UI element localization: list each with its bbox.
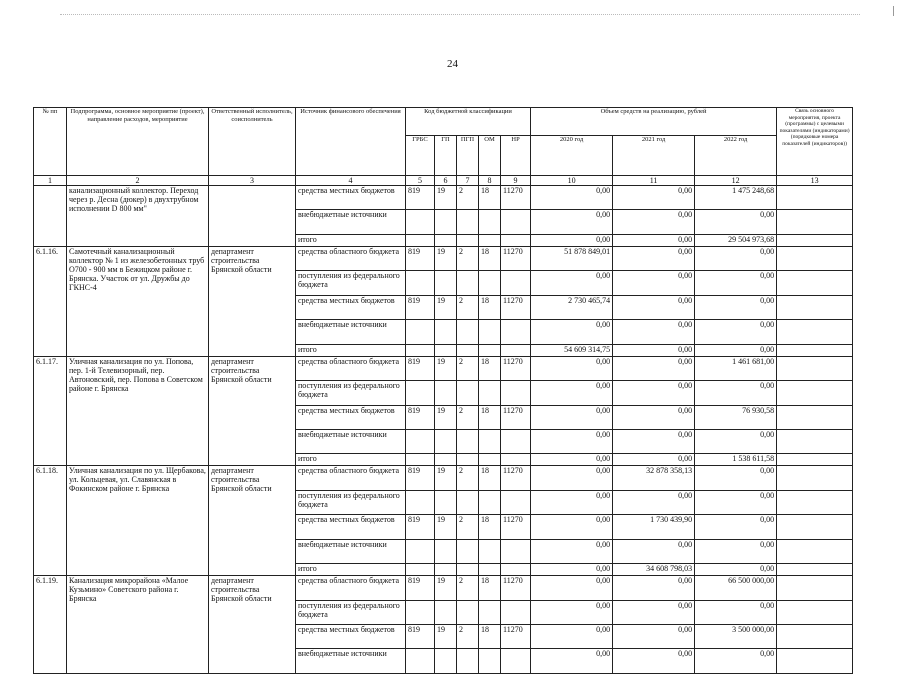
amount-y2021: 0,00 [613, 576, 695, 600]
code-nr [501, 649, 531, 673]
funding-source: средства областного бюджета [296, 246, 406, 270]
amount-y2022: 0,00 [695, 539, 777, 563]
indicator-link [777, 186, 853, 210]
funding-source: средства местных бюджетов [296, 625, 406, 649]
code-om [479, 429, 501, 453]
amount-y2022: 1 475 248,68 [695, 186, 777, 210]
table-row [34, 576, 853, 600]
code-om [479, 344, 501, 356]
amount-y2021: 0,00 [613, 429, 695, 453]
item-responsible: департамент строительства Брянской области [209, 356, 296, 466]
funding-source: средства местных бюджетов [296, 186, 406, 210]
amount-y2021: 0,00 [613, 344, 695, 356]
code-nr [501, 539, 531, 563]
code-grbs [406, 564, 435, 576]
amount-y2021: 0,00 [613, 649, 695, 673]
code-gp [435, 344, 457, 356]
item-title: Уличная канализация по ул. Попова, пер. 1-й Телевизорный, пер. Автоновский, пер. Попова в Советском районе г. Брянска [67, 356, 209, 466]
code-nr: 11270 [501, 186, 531, 210]
amount-y2021: 0,00 [613, 539, 695, 563]
header-year-col: 2022 год [695, 136, 777, 176]
amount-y2021: 0,00 [613, 356, 695, 380]
code-pgp: 2 [457, 515, 479, 539]
indicator-link [777, 356, 853, 380]
code-om [479, 490, 501, 514]
item-number: 6.1.18. [34, 466, 67, 576]
code-grbs: 819 [406, 466, 435, 490]
code-grbs [406, 429, 435, 453]
column-number: 3 [209, 176, 296, 186]
code-gp: 19 [435, 515, 457, 539]
amount-y2022: 0,00 [695, 246, 777, 270]
code-om [479, 210, 501, 234]
code-pgp: 2 [457, 625, 479, 649]
item-title: канализационный коллектор. Переход через р. Десна (дюкер) в двухтрубном исполнении D 800 мм" [67, 186, 209, 247]
code-nr: 11270 [501, 356, 531, 380]
code-gp: 19 [435, 246, 457, 270]
header-link: Связь основного мероприятия, проекта (программы) с целевыми показателями (индикаторами) (порядковые номера показателей (индикаторов)) [777, 108, 853, 176]
code-nr [501, 429, 531, 453]
item-number [34, 186, 67, 247]
amount-y2020: 2 730 465,74 [531, 295, 613, 319]
code-gp: 19 [435, 405, 457, 429]
budget-table-body [34, 108, 853, 674]
code-pgp: 2 [457, 295, 479, 319]
code-grbs [406, 649, 435, 673]
code-om [479, 649, 501, 673]
code-nr [501, 320, 531, 344]
page-number: 24 [447, 58, 458, 70]
column-number: 5 [406, 176, 435, 186]
funding-source: поступления из федерального бюджета [296, 271, 406, 295]
amount-y2022: 0,00 [695, 600, 777, 624]
code-om: 18 [479, 295, 501, 319]
amount-y2022: 1 461 681,00 [695, 356, 777, 380]
code-gp [435, 429, 457, 453]
code-pgp: 2 [457, 576, 479, 600]
item-responsible: департамент строительства Брянской области [209, 246, 296, 356]
header-year-col: 2020 год [531, 136, 613, 176]
code-grbs: 819 [406, 246, 435, 270]
amount-y2020: 0,00 [531, 466, 613, 490]
amount-y2020: 54 609 314,75 [531, 344, 613, 356]
table-row [34, 246, 853, 270]
amount-y2021: 0,00 [613, 246, 695, 270]
funding-source: средства областного бюджета [296, 466, 406, 490]
amount-y2020: 0,00 [531, 649, 613, 673]
amount-y2021: 32 878 358,13 [613, 466, 695, 490]
code-grbs [406, 320, 435, 344]
amount-y2022: 3 500 000,00 [695, 625, 777, 649]
code-om [479, 320, 501, 344]
indicator-link [777, 515, 853, 539]
amount-y2021: 0,00 [613, 234, 695, 246]
code-pgp [457, 344, 479, 356]
amount-y2021: 0,00 [613, 405, 695, 429]
code-gp [435, 320, 457, 344]
code-nr: 11270 [501, 295, 531, 319]
amount-y2022: 0,00 [695, 515, 777, 539]
code-pgp [457, 429, 479, 453]
amount-y2020: 0,00 [531, 429, 613, 453]
code-om [479, 234, 501, 246]
code-gp [435, 210, 457, 234]
amount-y2022: 0,00 [695, 381, 777, 405]
code-grbs: 819 [406, 625, 435, 649]
code-gp [435, 234, 457, 246]
amount-y2022: 0,00 [695, 295, 777, 319]
code-om: 18 [479, 246, 501, 270]
indicator-link [777, 576, 853, 600]
code-pgp [457, 320, 479, 344]
amount-y2022: 0,00 [695, 271, 777, 295]
code-nr: 11270 [501, 405, 531, 429]
code-pgp [457, 454, 479, 466]
amount-y2022: 66 500 000,00 [695, 576, 777, 600]
code-gp [435, 539, 457, 563]
code-om: 18 [479, 515, 501, 539]
code-nr [501, 490, 531, 514]
item-title: Самотечный канализационный коллектор № 1 из железобетонных труб О700 - 900 мм в Бежицком районе г. Брянска. Участок от ул. Дружбы до ГКНС-4 [67, 246, 209, 356]
code-grbs [406, 539, 435, 563]
code-pgp [457, 539, 479, 563]
code-om: 18 [479, 625, 501, 649]
amount-y2020: 0,00 [531, 515, 613, 539]
amount-y2020: 0,00 [531, 576, 613, 600]
amount-y2022: 0,00 [695, 429, 777, 453]
amount-y2022: 0,00 [695, 320, 777, 344]
code-om [479, 564, 501, 576]
item-title: Уличная канализация по ул. Щербакова, ул. Кольцевая, ул. Славянская в Фокинском районе г. Брянска [67, 466, 209, 576]
funding-source: средства местных бюджетов [296, 515, 406, 539]
header-subprogram: Подпрограмма, основное мероприятие (проект), направление расходов, мероприятие [67, 108, 209, 176]
column-number: 10 [531, 176, 613, 186]
column-number: 6 [435, 176, 457, 186]
code-nr [501, 271, 531, 295]
item-number: 6.1.19. [34, 576, 67, 674]
code-grbs [406, 344, 435, 356]
funding-source: внебюджетные источники [296, 649, 406, 673]
code-grbs [406, 490, 435, 514]
code-grbs [406, 381, 435, 405]
code-nr [501, 344, 531, 356]
amount-y2022: 1 538 611,58 [695, 454, 777, 466]
funding-source: внебюджетные источники [296, 320, 406, 344]
code-nr [501, 600, 531, 624]
indicator-link [777, 246, 853, 270]
header-year-col: 2021 год [613, 136, 695, 176]
code-nr: 11270 [501, 515, 531, 539]
scan-artifact-mark [893, 6, 894, 16]
amount-y2020: 0,00 [531, 234, 613, 246]
amount-y2021: 0,00 [613, 210, 695, 234]
header-row-1 [34, 108, 853, 136]
code-gp: 19 [435, 295, 457, 319]
column-number: 2 [67, 176, 209, 186]
code-gp: 19 [435, 186, 457, 210]
table-row [34, 356, 853, 380]
funding-source: средства областного бюджета [296, 356, 406, 380]
amount-y2020: 0,00 [531, 539, 613, 563]
code-grbs [406, 600, 435, 624]
amount-y2021: 1 730 439,90 [613, 515, 695, 539]
header-budget-code: Код бюджетной классификации [406, 108, 531, 136]
code-grbs [406, 234, 435, 246]
code-om [479, 454, 501, 466]
code-gp [435, 381, 457, 405]
code-om: 18 [479, 466, 501, 490]
indicator-link [777, 320, 853, 344]
code-nr: 11270 [501, 466, 531, 490]
amount-y2022: 76 930,58 [695, 405, 777, 429]
amount-y2020: 51 878 849,01 [531, 246, 613, 270]
amount-y2020: 0,00 [531, 320, 613, 344]
code-grbs: 819 [406, 576, 435, 600]
funding-source: итого [296, 344, 406, 356]
amount-y2020: 0,00 [531, 381, 613, 405]
item-number: 6.1.16. [34, 246, 67, 356]
header-code-col: ПГП [457, 136, 479, 176]
code-gp [435, 454, 457, 466]
funding-source: итого [296, 454, 406, 466]
column-number: 13 [777, 176, 853, 186]
funding-source: средства областного бюджета [296, 576, 406, 600]
amount-y2020: 0,00 [531, 271, 613, 295]
column-number: 4 [296, 176, 406, 186]
code-om: 18 [479, 405, 501, 429]
indicator-link [777, 539, 853, 563]
amount-y2020: 0,00 [531, 564, 613, 576]
indicator-link [777, 344, 853, 356]
code-gp [435, 600, 457, 624]
funding-source: итого [296, 564, 406, 576]
indicator-link [777, 381, 853, 405]
amount-y2021: 0,00 [613, 381, 695, 405]
header-responsible: Ответственный исполнитель, соисполнитель [209, 108, 296, 176]
code-grbs [406, 454, 435, 466]
code-pgp [457, 234, 479, 246]
code-pgp: 2 [457, 405, 479, 429]
header-volume: Объем средств на реализацию, рублей [531, 108, 777, 136]
code-om: 18 [479, 356, 501, 380]
code-nr [501, 210, 531, 234]
amount-y2020: 0,00 [531, 210, 613, 234]
amount-y2020: 0,00 [531, 625, 613, 649]
code-gp [435, 564, 457, 576]
amount-y2020: 0,00 [531, 356, 613, 380]
code-grbs: 819 [406, 515, 435, 539]
code-gp [435, 490, 457, 514]
item-number: 6.1.17. [34, 356, 67, 466]
code-pgp [457, 564, 479, 576]
code-om [479, 381, 501, 405]
funding-source: поступления из федерального бюджета [296, 600, 406, 624]
code-grbs: 819 [406, 186, 435, 210]
amount-y2021: 0,00 [613, 271, 695, 295]
column-number-row [34, 176, 853, 186]
code-pgp: 2 [457, 356, 479, 380]
header-code-col: НР [501, 136, 531, 176]
code-nr: 11270 [501, 625, 531, 649]
code-nr [501, 381, 531, 405]
indicator-link [777, 454, 853, 466]
amount-y2021: 0,00 [613, 454, 695, 466]
indicator-link [777, 649, 853, 673]
code-om [479, 271, 501, 295]
indicator-link [777, 210, 853, 234]
budget-table [33, 107, 853, 674]
code-pgp: 2 [457, 466, 479, 490]
code-pgp: 2 [457, 246, 479, 270]
indicator-link [777, 429, 853, 453]
amount-y2020: 0,00 [531, 454, 613, 466]
funding-source: итого [296, 234, 406, 246]
code-grbs [406, 271, 435, 295]
code-om: 18 [479, 576, 501, 600]
header-code-col: ОМ [479, 136, 501, 176]
code-grbs: 819 [406, 295, 435, 319]
indicator-link [777, 466, 853, 490]
header-code-col: ГП [435, 136, 457, 176]
scan-artifact-dots [60, 14, 860, 17]
code-nr [501, 234, 531, 246]
table-row [34, 186, 853, 210]
funding-source: внебюджетные источники [296, 210, 406, 234]
code-gp: 19 [435, 356, 457, 380]
amount-y2020: 0,00 [531, 405, 613, 429]
code-grbs: 819 [406, 356, 435, 380]
code-grbs: 819 [406, 405, 435, 429]
amount-y2022: 0,00 [695, 344, 777, 356]
indicator-link [777, 564, 853, 576]
code-nr: 11270 [501, 246, 531, 270]
amount-y2020: 0,00 [531, 186, 613, 210]
indicator-link [777, 271, 853, 295]
amount-y2022: 0,00 [695, 210, 777, 234]
amount-y2021: 34 608 798,03 [613, 564, 695, 576]
code-grbs [406, 210, 435, 234]
amount-y2021: 0,00 [613, 295, 695, 319]
table-row [34, 466, 853, 490]
code-gp [435, 649, 457, 673]
code-om: 18 [479, 186, 501, 210]
funding-source: внебюджетные источники [296, 429, 406, 453]
code-pgp [457, 210, 479, 234]
code-om [479, 539, 501, 563]
code-pgp: 2 [457, 186, 479, 210]
amount-y2021: 0,00 [613, 320, 695, 344]
amount-y2020: 0,00 [531, 490, 613, 514]
indicator-link [777, 295, 853, 319]
code-gp: 19 [435, 466, 457, 490]
code-nr [501, 454, 531, 466]
column-number: 9 [501, 176, 531, 186]
funding-source: средства местных бюджетов [296, 295, 406, 319]
code-gp [435, 271, 457, 295]
header-code-col: ГРБС [406, 136, 435, 176]
funding-source: поступления из федерального бюджета [296, 490, 406, 514]
funding-source: внебюджетные источники [296, 539, 406, 563]
amount-y2021: 0,00 [613, 186, 695, 210]
column-number: 7 [457, 176, 479, 186]
amount-y2022: 0,00 [695, 649, 777, 673]
amount-y2022: 0,00 [695, 466, 777, 490]
code-pgp [457, 600, 479, 624]
code-pgp [457, 649, 479, 673]
item-title: Канализация микрорайона «Малое Кузьмино» Советского района г. Брянска [67, 576, 209, 674]
funding-source: средства местных бюджетов [296, 405, 406, 429]
code-gp: 19 [435, 625, 457, 649]
funding-source: поступления из федерального бюджета [296, 381, 406, 405]
header-num: № пп [34, 108, 67, 176]
item-responsible: департамент строительства Брянской области [209, 466, 296, 576]
indicator-link [777, 600, 853, 624]
indicator-link [777, 490, 853, 514]
code-nr: 11270 [501, 576, 531, 600]
code-pgp [457, 271, 479, 295]
code-nr [501, 564, 531, 576]
amount-y2022: 29 504 973,68 [695, 234, 777, 246]
code-pgp [457, 381, 479, 405]
column-number: 8 [479, 176, 501, 186]
amount-y2021: 0,00 [613, 600, 695, 624]
item-responsible: департамент строительства Брянской области [209, 576, 296, 674]
amount-y2021: 0,00 [613, 490, 695, 514]
amount-y2020: 0,00 [531, 600, 613, 624]
indicator-link [777, 625, 853, 649]
column-number: 12 [695, 176, 777, 186]
column-number: 1 [34, 176, 67, 186]
column-number: 11 [613, 176, 695, 186]
amount-y2021: 0,00 [613, 625, 695, 649]
amount-y2022: 0,00 [695, 490, 777, 514]
code-pgp [457, 490, 479, 514]
header-source: Источник финансового обеспечения [296, 108, 406, 176]
code-gp: 19 [435, 576, 457, 600]
item-responsible [209, 186, 296, 247]
code-om [479, 600, 501, 624]
indicator-link [777, 234, 853, 246]
indicator-link [777, 405, 853, 429]
amount-y2022: 0,00 [695, 564, 777, 576]
